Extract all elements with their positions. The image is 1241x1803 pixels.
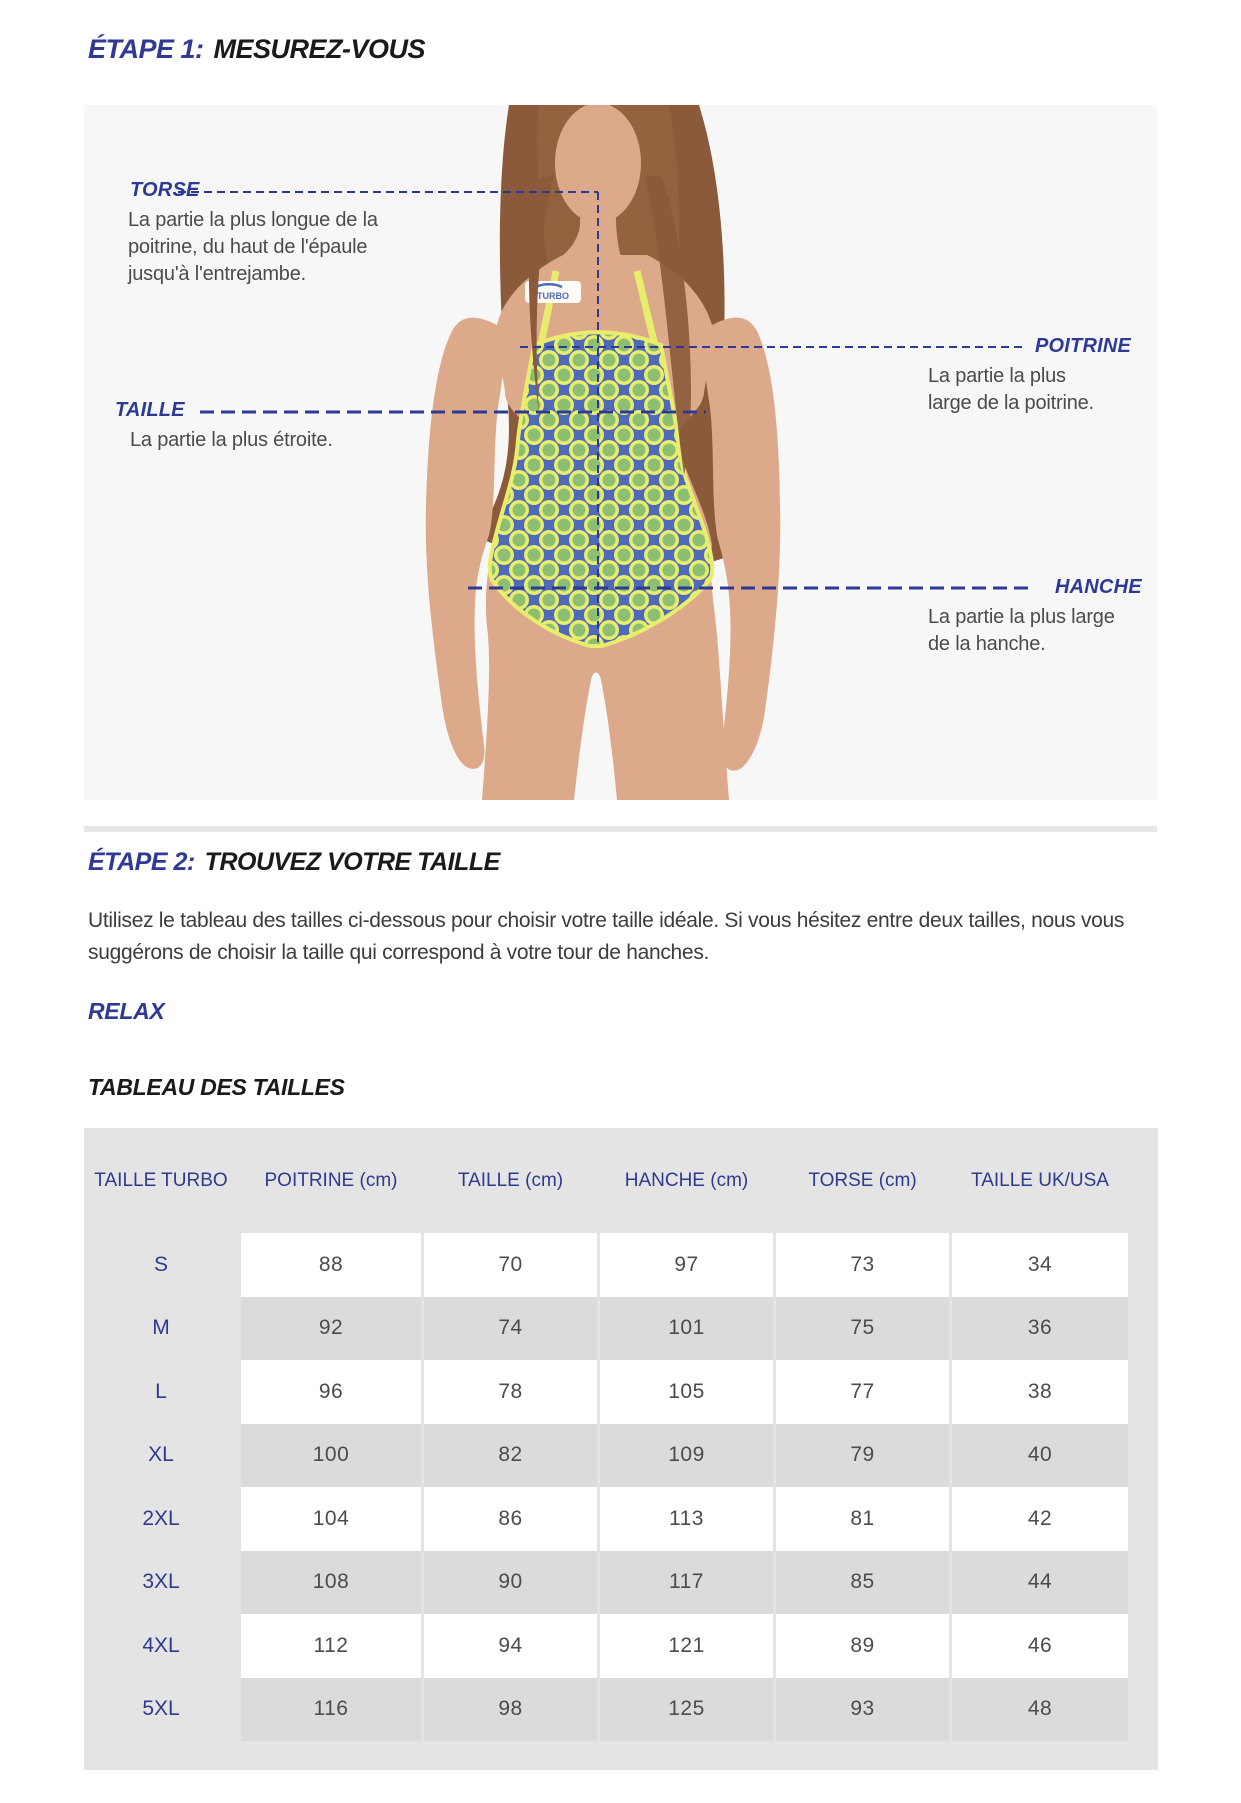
column-header-1: POITRINE (cm)	[264, 1170, 398, 1191]
column-header-0: TAILLE TURBO	[94, 1170, 228, 1191]
measurement-photo-panel	[84, 105, 1157, 800]
size-table	[84, 1128, 1158, 1770]
column-header-3: HANCHE (cm)	[624, 1170, 749, 1191]
size-table-title: TABLEAU DES TAILLES	[88, 1074, 345, 1100]
table-cell-S-4: 34	[952, 1233, 1128, 1297]
size-label-2XL: 2XL	[142, 1506, 180, 1530]
table-cell-5XL-0: 116	[241, 1678, 421, 1742]
table-cell-S-1: 70	[424, 1233, 597, 1297]
table-cell-M-3: 75	[776, 1297, 949, 1361]
table-cell-5XL-1: 98	[424, 1678, 597, 1742]
section-divider	[84, 826, 1157, 832]
table-cell-XL-2: 109	[600, 1424, 773, 1488]
table-cell-L-2: 105	[600, 1360, 773, 1424]
table-cell-3XL-2: 117	[600, 1551, 773, 1615]
size-advice-paragraph: Utilisez le tableau des tailles ci-dessous pour choisir votre taille idéale. Si vous hésitez entre deux tailles, nous vous suggérons de choisir la taille qui correspond à votre tour de hanches.	[88, 909, 1125, 964]
table-cell-XL-4: 40	[952, 1424, 1128, 1488]
hanche-desc: La partie la plus large de la hanche.	[928, 606, 1115, 655]
step1-title-text: MESUREZ-VOUS	[213, 34, 426, 64]
table-cell-3XL-0: 108	[241, 1551, 421, 1615]
table-cell-XL-1: 82	[424, 1424, 597, 1488]
table-cell-L-0: 96	[241, 1360, 421, 1424]
table-cell-3XL-4: 44	[952, 1551, 1128, 1615]
size-label-XL: XL	[148, 1443, 174, 1467]
table-cell-S-0: 88	[241, 1233, 421, 1297]
table-cell-2XL-1: 86	[424, 1487, 597, 1551]
size-label-L: L	[155, 1379, 167, 1403]
hanche-label: HANCHE	[1055, 576, 1142, 598]
table-cell-3XL-1: 90	[424, 1551, 597, 1615]
table-cell-M-2: 101	[600, 1297, 773, 1361]
step2-title-prefix: ÉTAPE 2:	[88, 848, 195, 876]
size-label-5XL: 5XL	[142, 1697, 180, 1721]
table-cell-M-1: 74	[424, 1297, 597, 1361]
column-header-4: TORSE (cm)	[808, 1170, 917, 1191]
poitrine-desc: La partie la plus large de la poitrine.	[928, 365, 1094, 414]
table-cell-5XL-2: 125	[600, 1678, 773, 1742]
poitrine-label: POITRINE	[1035, 335, 1132, 357]
table-cell-5XL-3: 93	[776, 1678, 949, 1742]
table-cell-L-4: 38	[952, 1360, 1128, 1424]
product-name: RELAX	[88, 998, 165, 1024]
svg-text:TURBO: TURBO	[537, 291, 569, 301]
table-cell-2XL-0: 104	[241, 1487, 421, 1551]
step1-title	[88, 34, 425, 65]
table-cell-M-0: 92	[241, 1297, 421, 1361]
table-cell-S-2: 97	[600, 1233, 773, 1297]
table-cell-L-3: 77	[776, 1360, 949, 1424]
step2-title	[88, 848, 500, 877]
table-cell-4XL-4: 46	[952, 1614, 1128, 1678]
step2-title-text: TROUVEZ VOTRE TAILLE	[204, 848, 500, 876]
table-cell-S-3: 73	[776, 1233, 949, 1297]
table-cell-L-1: 78	[424, 1360, 597, 1424]
table-cell-M-4: 36	[952, 1297, 1128, 1361]
step1-title-prefix: ÉTAPE 1:	[88, 34, 204, 64]
table-cell-2XL-4: 42	[952, 1487, 1128, 1551]
size-label-S: S	[153, 1252, 168, 1276]
torse-desc: La partie la plus longue de la poitrine, du haut de l'épaule jusqu'à l'entrejambe.	[128, 209, 378, 285]
table-cell-5XL-4: 48	[952, 1678, 1128, 1742]
torse-label: TORSE	[130, 179, 200, 201]
taille-label: TAILLE	[115, 399, 185, 421]
table-cell-4XL-0: 112	[241, 1614, 421, 1678]
size-label-4XL: 4XL	[142, 1633, 180, 1657]
table-cell-4XL-1: 94	[424, 1614, 597, 1678]
size-label-M: M	[152, 1316, 170, 1340]
table-cell-XL-3: 79	[776, 1424, 949, 1488]
column-header-5: TAILLE UK/USA	[971, 1170, 1109, 1191]
taille-desc: La partie la plus étroite.	[130, 429, 333, 451]
table-cell-2XL-2: 113	[600, 1487, 773, 1551]
column-header-2: TAILLE (cm)	[457, 1170, 564, 1191]
table-cell-4XL-3: 89	[776, 1614, 949, 1678]
table-cell-4XL-2: 121	[600, 1614, 773, 1678]
table-cell-2XL-3: 81	[776, 1487, 949, 1551]
size-label-3XL: 3XL	[142, 1570, 180, 1594]
table-cell-XL-0: 100	[241, 1424, 421, 1488]
table-cell-3XL-3: 85	[776, 1551, 949, 1615]
